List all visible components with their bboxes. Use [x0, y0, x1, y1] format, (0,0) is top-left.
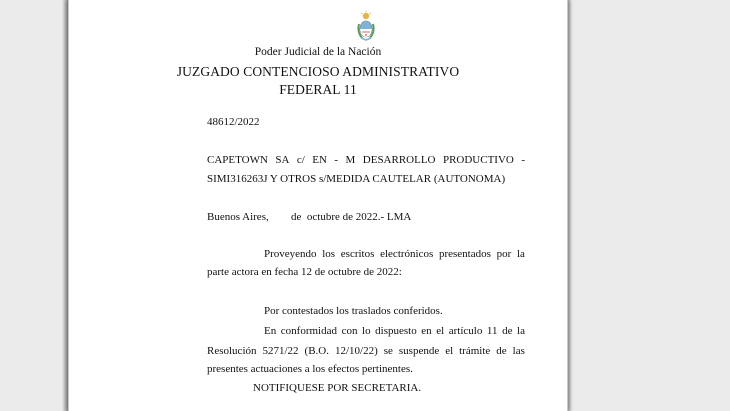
court-title-line1: JUZGADO CONTENCIOSO ADMINISTRATIVO	[176, 64, 460, 79]
paragraph2: Por contestados los traslados conferidos.	[264, 305, 443, 317]
case-caption-line1: CAPETOWN SA c/ EN - M DESARROLLO PRODUCTIVO -	[207, 154, 525, 166]
paragraph1-line2: parte actora en fecha 12 de octubre de 2022:	[207, 266, 402, 278]
case-caption-line2: SIMI316263J Y OTROS s/MEDIDA CAUTELAR (AUTONOMA)	[207, 173, 506, 185]
coat-of-arms-icon	[356, 10, 376, 42]
date-place: Buenos Aires,	[207, 211, 269, 223]
paragraph3-line2: Resolución 5271/22 (B.O. 12/10/22) se suspende el trámite de las	[207, 345, 525, 357]
paragraph1-line1: Proveyendo los escritos electrónicos presentados por la	[264, 248, 525, 260]
case-number: 48612/2022	[207, 116, 260, 128]
paragraph3-line1: En conformidad con lo dispuesto en el artículo 11 de la	[264, 325, 525, 337]
institution-header: Poder Judicial de la Nación	[254, 46, 382, 58]
closing-notice: NOTIFIQUESE POR SECRETARIA.	[253, 382, 422, 394]
court-title-line2: FEDERAL 11	[279, 82, 357, 97]
paragraph3-line3: presentes actuaciones a los efectos pertinentes.	[207, 363, 413, 375]
document-page	[68, 0, 568, 411]
date-text: de octubre de 2022.- LMA	[291, 211, 412, 223]
